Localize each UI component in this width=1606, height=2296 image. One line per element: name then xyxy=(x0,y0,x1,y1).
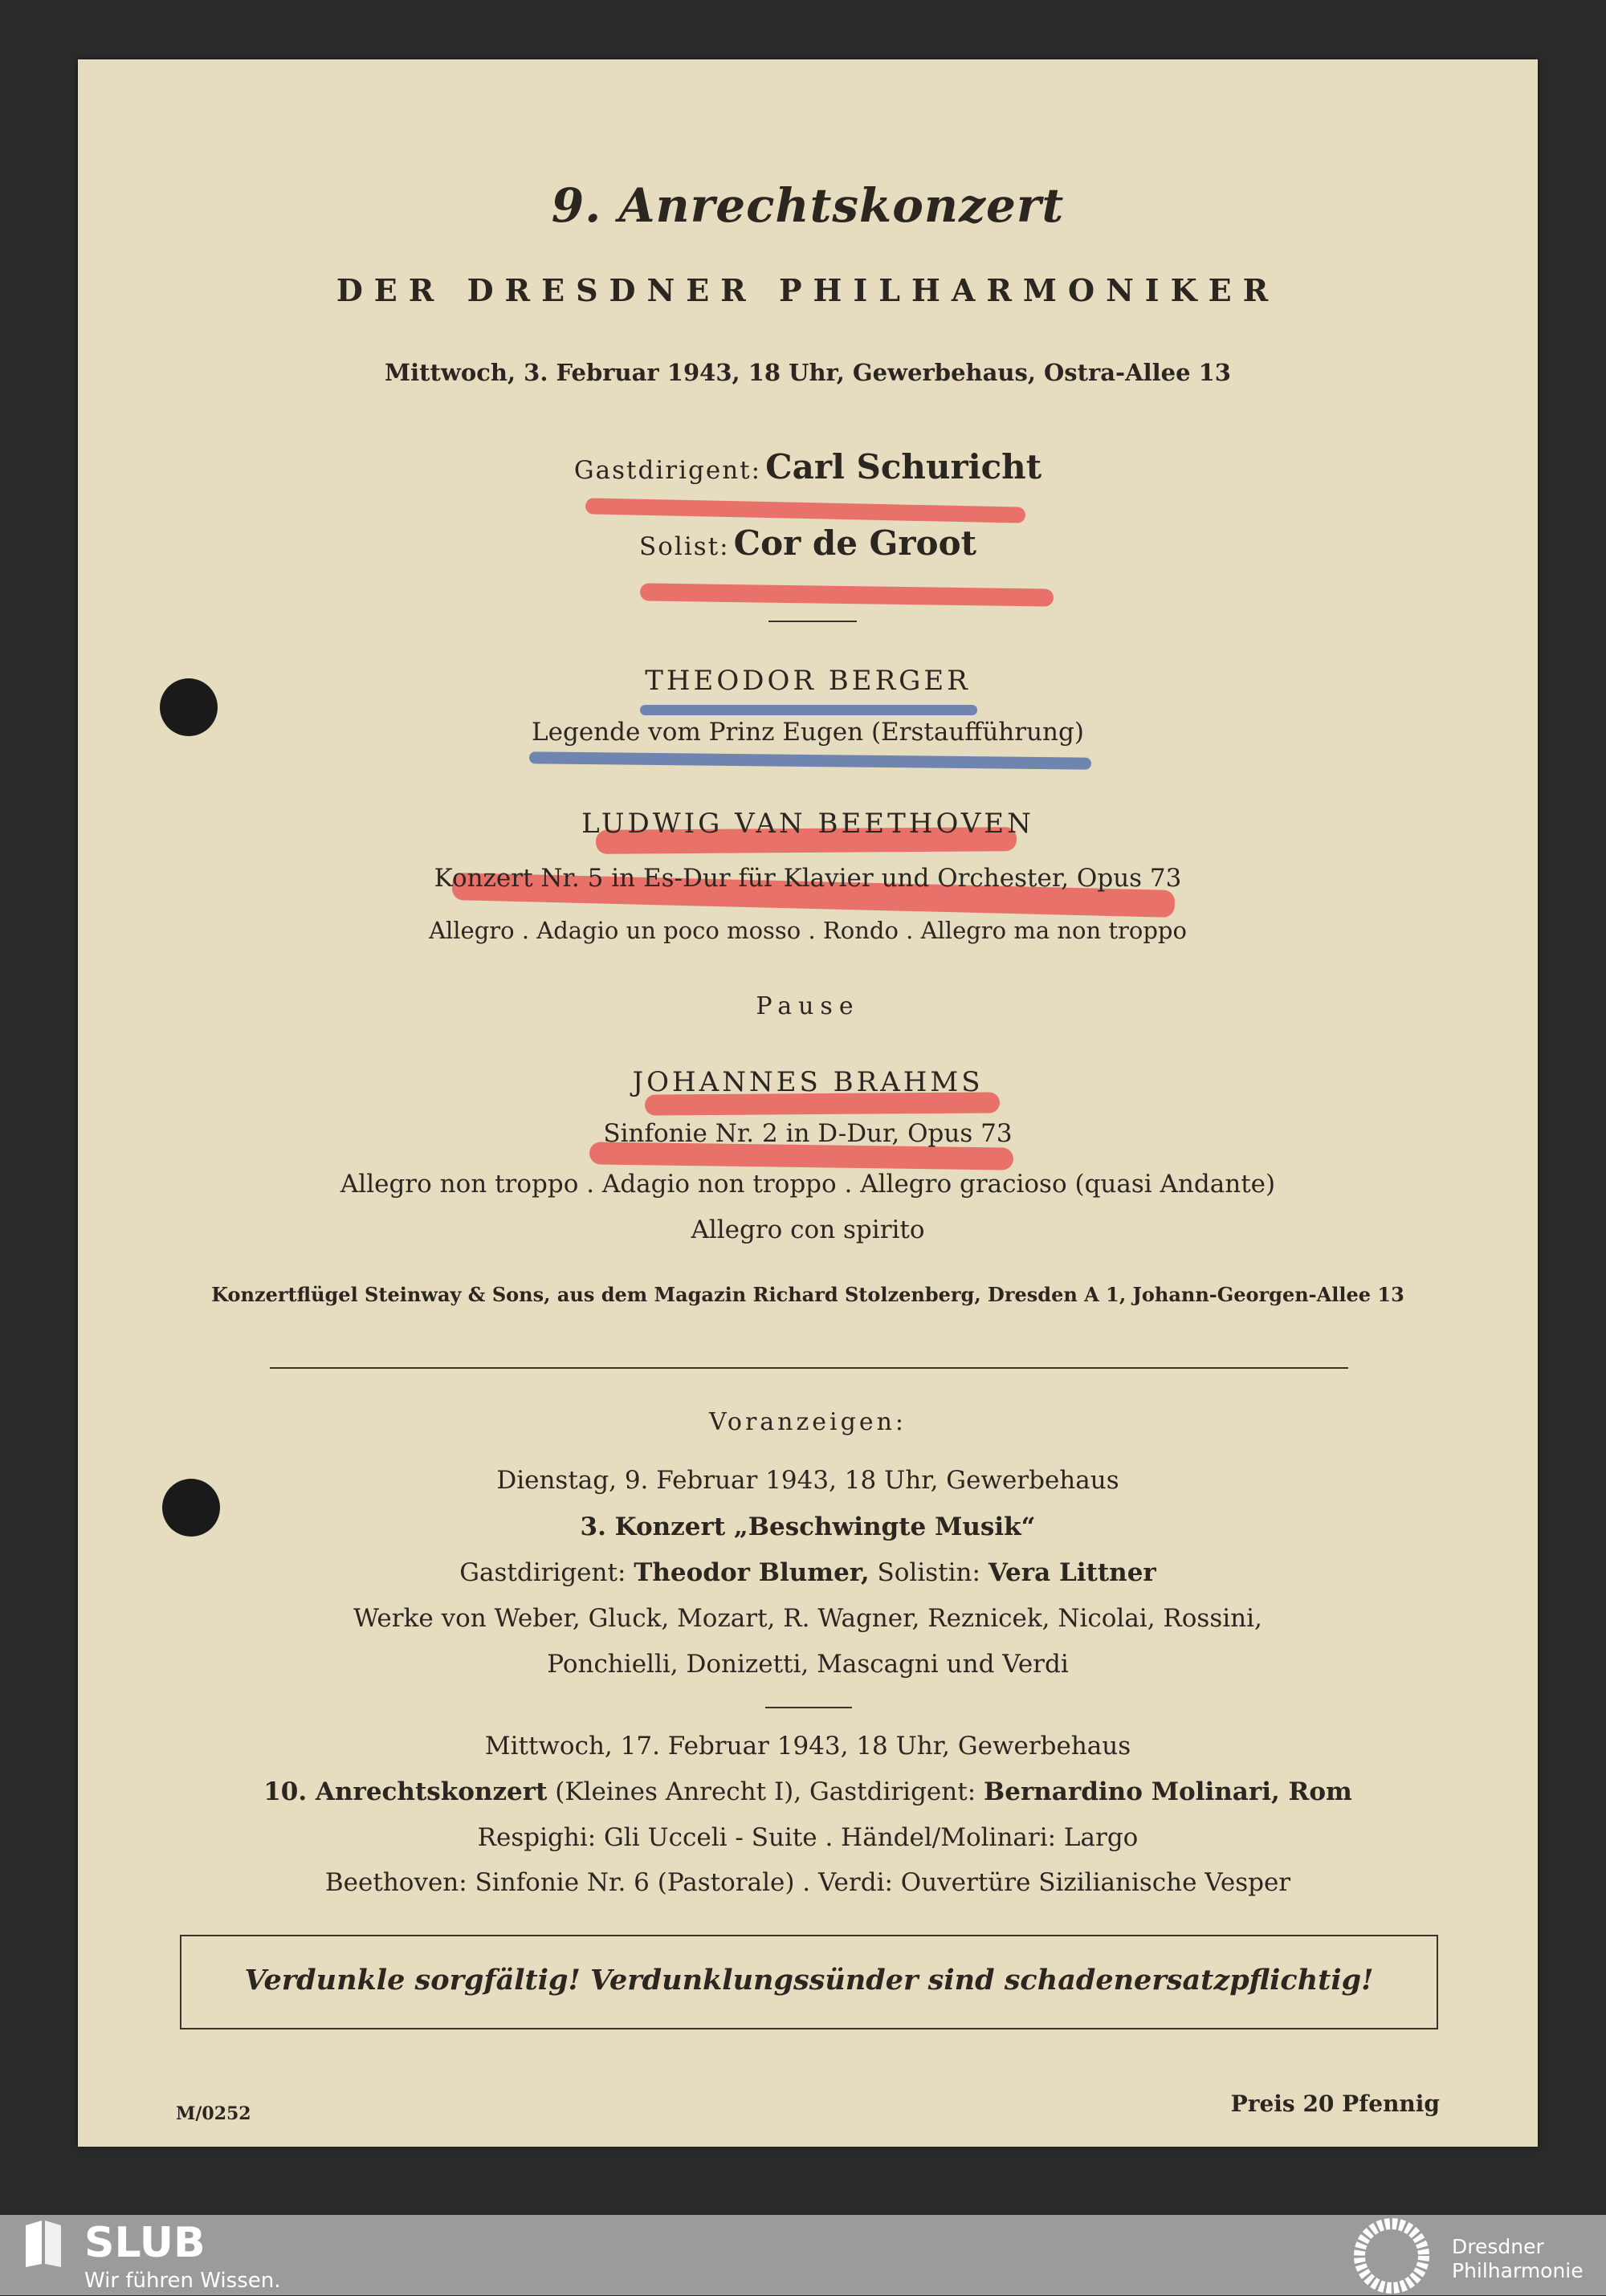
composer-brahms: JOHANNES BRAHMS xyxy=(632,1066,984,1098)
philharmonie-name-line2: Philharmonie xyxy=(1452,2259,1584,2282)
conductor-line xyxy=(78,447,1538,486)
concert-title: 9. Anrechtskonzert xyxy=(551,178,1065,233)
blue-underline-berger xyxy=(640,705,977,715)
concert-date: Mittwoch, 3. Februar 1943, 18 Uhr, Gewerbehaus, Ostra-Allee 13 xyxy=(385,359,1231,386)
red-underline-soloist xyxy=(640,583,1054,606)
short-divider xyxy=(768,621,857,622)
movements-brahms: Allegro non troppo . Adagio non troppo . Allegro gracioso (quasi Andante) xyxy=(340,1170,1276,1199)
preview1-conductor-label: Gastdirigent: xyxy=(459,1558,626,1587)
preview1-date: Dienstag, 9. Februar 1943, 18 Uhr, Gewerbehaus xyxy=(496,1466,1119,1495)
orchestra-name: DER DRESDNER PHILHARMONIKER xyxy=(336,272,1280,308)
preview2-works-cont: Beethoven: Sinfonie Nr. 6 (Pastorale) . Verdi: Ouvertüre Sizilianische Vesper xyxy=(324,1868,1291,1897)
conductor-label: Gastdirigent: xyxy=(573,456,762,485)
pause-label: Pause xyxy=(756,992,860,1020)
soloist-label: Solist: xyxy=(639,532,730,561)
section-divider xyxy=(270,1367,1348,1369)
preview2-concert-rest: (Kleines Anrecht I), Gastdirigent: xyxy=(555,1777,976,1806)
preview1-works: Werke von Weber, Gluck, Mozart, R. Wagner, Reznicek, Nicolai, Rossini, xyxy=(353,1604,1262,1633)
preview2-conductor: Bernardino Molinari, Rom xyxy=(984,1777,1352,1806)
preview1-concert: 3. Konzert „Beschwingte Musik“ xyxy=(580,1512,1036,1541)
philharmonie-logo-icon xyxy=(1351,2216,1432,2296)
blackout-notice-box xyxy=(180,1935,1438,2029)
movements-brahms-last: Allegro con spirito xyxy=(691,1215,925,1244)
soloist-name: Cor de Groot xyxy=(733,523,976,563)
preview1-soloist-label: Solistin: xyxy=(877,1558,980,1587)
preview2-date: Mittwoch, 17. Februar 1943, 18 Uhr, Gewerbehaus xyxy=(484,1732,1131,1761)
composer-berger: THEODOR BERGER xyxy=(645,665,971,697)
preview2-works: Respighi: Gli Ucceli - Suite . Händel/Molinari: Largo xyxy=(477,1823,1139,1852)
movements-beethoven: Allegro . Adagio un poco mosso . Rondo . Allegro ma non troppo xyxy=(429,917,1187,944)
red-underline-conductor xyxy=(585,498,1025,523)
blue-underline-berger-work xyxy=(529,751,1091,769)
print-code: M/0252 xyxy=(176,2103,251,2124)
slub-tagline: Wir führen Wissen. xyxy=(84,2269,281,2293)
price: Preis 20 Pfennig xyxy=(1230,2090,1440,2117)
preview-divider xyxy=(765,1707,852,1708)
work-brahms: Sinfonie Nr. 2 in D-Dur, Opus 73 xyxy=(603,1119,1013,1148)
composer-beethoven: LUDWIG VAN BEETHOVEN xyxy=(581,808,1034,840)
program-sheet xyxy=(78,59,1538,2147)
preview2-concert-line xyxy=(78,1777,1538,1806)
work-berger: Legende vom Prinz Eugen (Erstaufführung) xyxy=(532,718,1084,747)
piano-note: Konzertflügel Steinway & Sons, aus dem Magazin Richard Stolzenberg, Dresden A 1, Johann-Georgen-Allee 13 xyxy=(211,1283,1404,1306)
slub-book-icon xyxy=(22,2219,64,2269)
philharmonie-name-line1: Dresdner xyxy=(1452,2235,1544,2258)
soloist-line xyxy=(78,523,1538,563)
blackout-notice: Verdunkle sorgfältig! Verdunklungssünder sind schadenersatzpflichtig! xyxy=(244,1964,1374,1997)
preview2-concert: 10. Anrechtskonzert xyxy=(263,1777,548,1806)
preview1-works-cont: Ponchielli, Donizetti, Mascagni und Verdi xyxy=(547,1650,1069,1679)
slub-title: SLUB xyxy=(84,2219,206,2267)
preview-heading: Voranzeigen: xyxy=(708,1408,907,1436)
preview1-conductor: Theodor Blumer, xyxy=(634,1558,870,1587)
work-beethoven: Konzert Nr. 5 in Es-Dur für Klavier und Orchester, Opus 73 xyxy=(434,864,1182,893)
conductor-name: Carl Schuricht xyxy=(765,447,1042,486)
preview1-soloist: Vera Littner xyxy=(988,1558,1156,1587)
preview1-artists xyxy=(78,1558,1538,1587)
